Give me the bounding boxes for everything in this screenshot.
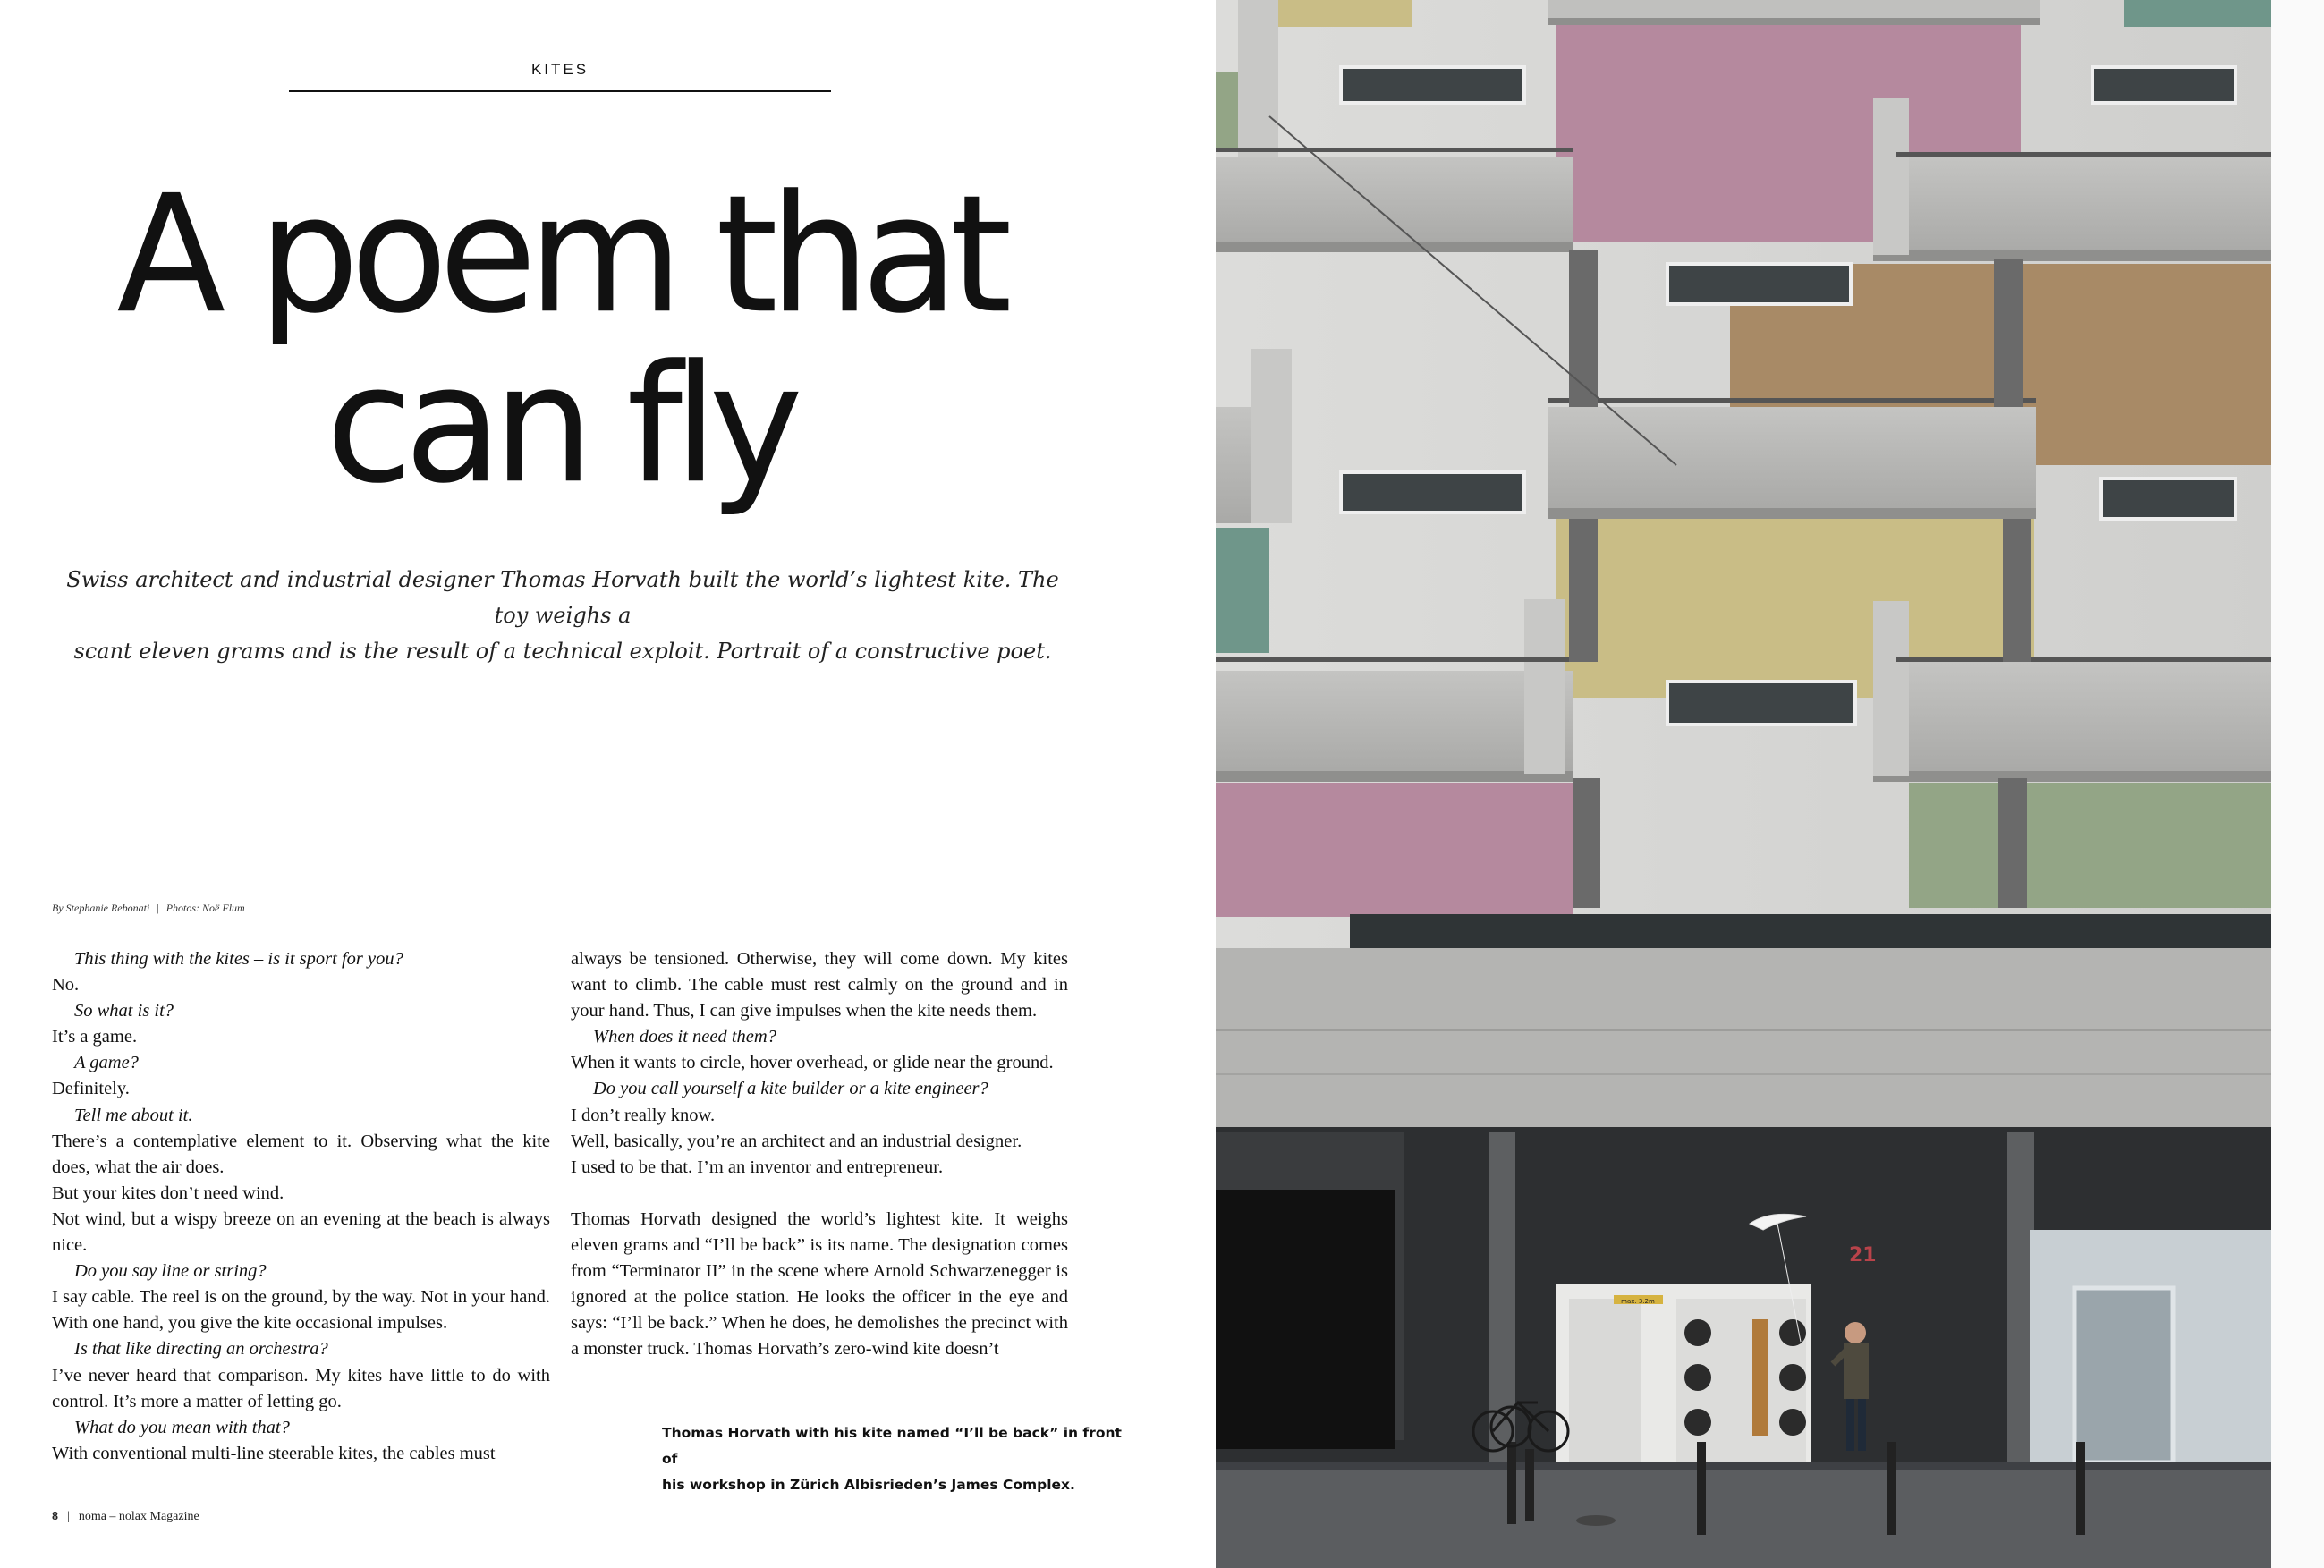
- interview-answer: always be tensioned. Otherwise, they will come down. My kites want to climb. The cable must rest calmly on the ground and in your hand. Thus, I can give impulses when the kite needs them.: [571, 949, 1068, 1021]
- interview-answer: Definitely.: [52, 1079, 130, 1099]
- headline-line-1: A poem that: [116, 159, 1004, 350]
- window: [2092, 67, 2235, 103]
- balcony: [1548, 398, 2036, 519]
- pillar: [1998, 778, 2027, 908]
- section-label: KITES: [530, 61, 589, 78]
- byline-photos: Photos: Noë Flum: [165, 902, 245, 914]
- door-porthole: [1779, 1319, 1806, 1346]
- byline-author: By Stephanie Rebonati: [52, 902, 150, 914]
- interview-answer: I say cable. The reel is on the ground, by the way. Not in your hand. With one hand, you give the kite occasional impulses.: [52, 1287, 550, 1334]
- bollard: [1525, 1449, 1534, 1521]
- balcony: [1548, 0, 2040, 25]
- manhole: [1576, 1515, 1616, 1526]
- interview-question: Is that like directing an orchestra?: [74, 1339, 328, 1360]
- interview-question: When does it need them?: [593, 1027, 776, 1047]
- interview-answer: Not wind, but a wispy breeze on an evening at the beach is always nice.: [52, 1208, 550, 1256]
- interview-question: So what is it?: [74, 1001, 174, 1021]
- caption-line-1: Thomas Horvath with his kite named “I’ll be back” in front of: [662, 1425, 1122, 1467]
- soffit-teal-2: [1216, 528, 1269, 653]
- interview-answer: I’ve never heard that comparison. My kites have little to do with control. It’s more a matter of letting go.: [52, 1365, 550, 1411]
- door-porthole: [1779, 1409, 1806, 1436]
- interview-answer: It’s a game.: [52, 1027, 138, 1047]
- standfirst: [49, 562, 1076, 669]
- window: [1667, 264, 1851, 304]
- interview-answer: With conventional multi-line steerable kites, the cables must: [52, 1443, 496, 1463]
- bollard: [1887, 1442, 1896, 1535]
- door-porthole: [1684, 1364, 1711, 1391]
- standfirst-line-1: Swiss architect and industrial designer Thomas Horvath built the world’s lightest kite. The toy weighs a: [66, 567, 1059, 628]
- interview-question: Well, basically, you’re an architect and an industrial designer.: [571, 1131, 1022, 1151]
- interview-question: What do you mean with that?: [74, 1417, 290, 1437]
- building-photo: [1216, 0, 2324, 1568]
- pillar: [1573, 778, 1600, 908]
- glass-door: [2074, 1288, 2173, 1462]
- byline: [52, 902, 245, 915]
- interview-answer: When it wants to circle, hover overhead, or glide near the ground.: [571, 1053, 1054, 1073]
- pillar: [1569, 250, 1598, 407]
- interview-question: A game?: [74, 1053, 139, 1073]
- headline: [0, 159, 1120, 520]
- interview-answer: I used to be that. I’m an inventor and entrepreneur.: [571, 1157, 944, 1177]
- door-porthole: [1684, 1319, 1711, 1346]
- folio-separator: |: [67, 1510, 70, 1523]
- article-column-2: [571, 946, 1068, 1362]
- window: [2101, 479, 2235, 519]
- page-number: 8: [52, 1510, 58, 1523]
- pillar: [1994, 259, 2023, 407]
- publication-name: noma – nolax Magazine: [78, 1510, 199, 1523]
- window-band: [1350, 914, 2271, 950]
- interview-answer: I don’t really know.: [571, 1105, 716, 1125]
- window: [1667, 682, 1855, 725]
- soffit-pink-2: [1216, 783, 1573, 917]
- interview-question: This thing with the kites – is it sport for you?: [74, 949, 403, 969]
- wooden-handle: [1752, 1319, 1768, 1436]
- interview-question: Do you call yourself a kite builder or a kite engineer?: [593, 1079, 988, 1099]
- door-porthole: [1684, 1409, 1711, 1436]
- house-number: 21: [1849, 1244, 1877, 1267]
- bollard: [2076, 1442, 2085, 1535]
- soffit-green-2: [1909, 783, 2271, 908]
- soffit-yellow: [1278, 0, 1412, 27]
- byline-separator: |: [157, 902, 159, 914]
- page-gutter-strip: [2271, 0, 2324, 1568]
- interview-question: Tell me about it.: [74, 1105, 193, 1125]
- headline-line-2: can fly: [326, 329, 794, 520]
- bollard: [1697, 1442, 1706, 1535]
- standfirst-line-2: scant eleven grams and is the result of a technical exploit. Portrait of a constructive poet.: [73, 639, 1052, 664]
- building-photo-illustration: [1216, 0, 2324, 1568]
- pillar: [1569, 519, 1598, 662]
- height-sign-text: max. 3.2m: [1621, 1298, 1655, 1305]
- interview-answer: No.: [52, 975, 80, 996]
- section-rule: [289, 90, 831, 92]
- caption-line-2: his workshop in Zürich Albisrieden’s James Complex.: [662, 1477, 1075, 1493]
- article-column-1: [52, 946, 550, 1467]
- pillar: [2003, 519, 2031, 662]
- concrete-band: [1216, 948, 2271, 1127]
- window: [1341, 472, 1524, 513]
- door-porthole: [1779, 1364, 1806, 1391]
- interview-question: But your kites don’t need wind.: [52, 1182, 284, 1203]
- sidewalk: [1216, 1467, 2271, 1568]
- interview-question: Do you say line or string?: [74, 1261, 267, 1282]
- photo-caption: [662, 1420, 1127, 1498]
- folio: [52, 1510, 199, 1524]
- body-paragraph: Thomas Horvath designed the world’s lightest kite. It weighs eleven grams and “I’ll be back” is its name. The designation comes from “Terminator II” in the scene where Arnold Schwarzenegger is ignored at the police station. He looks the officer in the eye and says: “I’ll be back.” When he does, he demolishes the precinct with a monster truck. Thomas Horvath’s zero-wind kite doesn’t: [571, 1208, 1068, 1360]
- window: [1341, 67, 1524, 103]
- interview-answer: There’s a contemplative element to it. Observing what the kite does, what the air does.: [52, 1131, 550, 1177]
- paragraph-gap: [571, 1181, 1068, 1207]
- bollard: [1507, 1442, 1516, 1524]
- garage-opening: [1216, 1190, 1395, 1449]
- soffit-teal: [2124, 0, 2271, 27]
